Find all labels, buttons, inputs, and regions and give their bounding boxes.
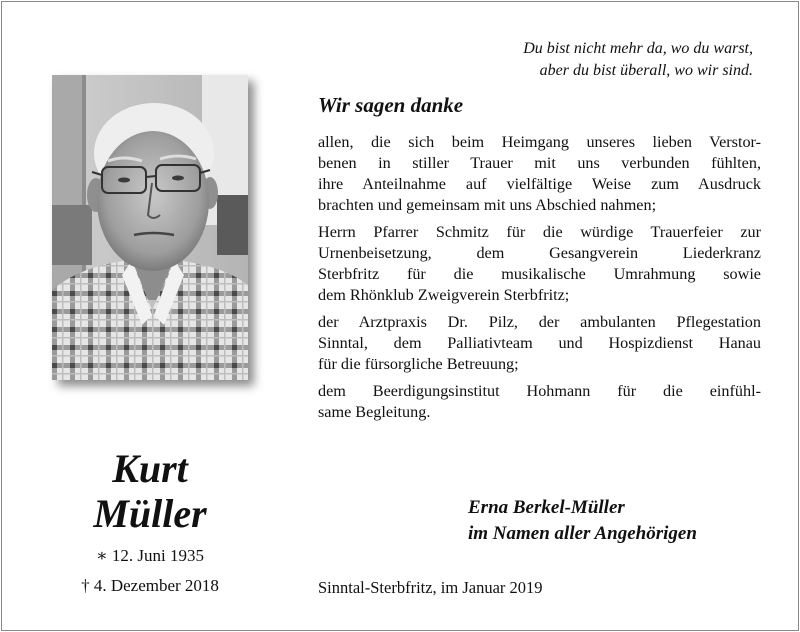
thanks-paragraph [318, 381, 761, 423]
text-line: dem Beerdigungsinstitut Hohmann für die einfühl- [318, 382, 761, 400]
text-line: Sinntal, dem Palliativteam und Hospizdienst Hanau [318, 334, 761, 352]
text-line: Urnenbeisetzung, dem Gesangverein Liederkranz [318, 244, 761, 262]
text-line: für die fürsorgliche Betreuung; [318, 355, 519, 373]
motto-line: Du bist nicht mehr da, wo du warst, [523, 40, 753, 57]
text-line: der Arztpraxis Dr. Pilz, der ambulanten Pflegestation [318, 313, 761, 331]
death-date: † 4. Dezember 2018 [81, 576, 219, 595]
text-line: brachten und gemeinsam mit uns Abschied nahmen; [318, 196, 657, 214]
text-line: Sterbfritz für die musikalische Umrahmung sowie [318, 265, 761, 283]
motto-line: aber du bist überall, wo wir sind. [539, 62, 753, 79]
deceased-last-name: Müller [93, 491, 207, 536]
thanks-heading: Wir sagen danke [318, 93, 464, 117]
birth-date: ∗ 12. Juni 1935 [96, 546, 204, 565]
portrait-photo [52, 75, 248, 380]
motto-quote [523, 38, 753, 82]
signature-name: Erna Berkel-Müller [468, 497, 625, 518]
thanks-body [318, 132, 761, 429]
thanks-paragraph [318, 312, 761, 375]
text-line: dem Rhönklub Zweigverein Sterbfritz; [318, 286, 570, 304]
deceased-first-name: Kurt [112, 446, 188, 491]
signature-note: im Namen aller Angehörigen [468, 523, 697, 544]
text-line: Herrn Pfarrer Schmitz für die würdige Trauerfeier zur [318, 223, 761, 241]
text-line: allen, die sich beim Heimgang unseres lieben Verstor- [318, 133, 761, 151]
thanks-paragraph [318, 132, 761, 216]
text-line: ihre Anteilnahme auf vielfältige Weise zum Ausdruck [318, 175, 761, 193]
text-line: benen in stiller Trauer mit uns verbunden fühlten, [318, 154, 761, 172]
place-and-date: Sinntal-Sterbfritz, im Januar 2019 [318, 578, 543, 597]
thanks-paragraph [318, 222, 761, 306]
text-line: same Begleitung. [318, 403, 431, 421]
